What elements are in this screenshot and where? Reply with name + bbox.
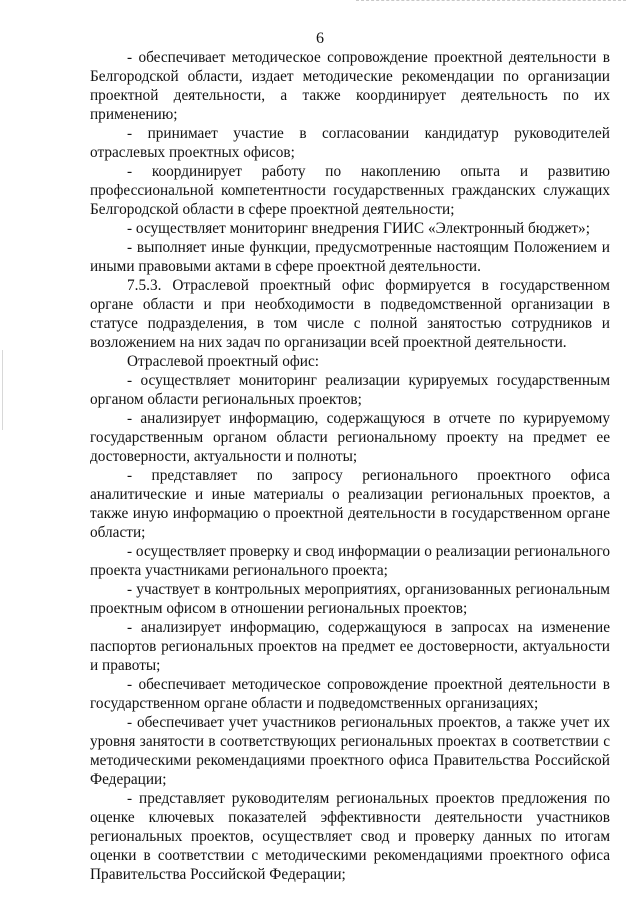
paragraph: - осуществляет мониторинг внедрения ГИИС «Электронный бюджет»; — [127, 220, 590, 237]
page-number: 6 — [316, 30, 324, 47]
paragraph: - принимает участие в согласовании кандидатур руководителей отраслевых проектных офисов; — [90, 125, 610, 161]
scan-edge-top — [356, 0, 626, 2]
paragraph: - осуществляет мониторинг реализации курируемых государственным органом области региональных проектов; — [90, 372, 610, 408]
paragraph: - обеспечивает учет участников региональных проектов, а также учет их уровня занятости в соответствующих региональных проектах в соответствии с методическими рекомендациями проектного офиса Правительства Российской Федерации; — [90, 714, 610, 788]
paragraph: - участвует в контрольных мероприятиях, организованных региональным проектным офисом в отношении региональных проектов; — [90, 581, 610, 617]
paragraph: 7.5.3. Отраслевой проектный офис формируется в государственном органе области и при необходимости в подведомственной организации в статусе подразделения, в том числе с полной занятостью сотрудников и возложением на них задач по организации всей проектной деятельности. — [90, 277, 610, 351]
paragraph: - анализирует информацию, содержащуюся в запросах на изменение паспортов региональных проектов на предмет ее достоверности, актуальности и правоты; — [90, 619, 610, 674]
paragraph: - обеспечивает методическое сопровождение проектной деятельности в государственном органе области и подведомственных организациях; — [90, 676, 610, 712]
paragraph: - координирует работу по накоплению опыта и развитию профессиональной компетентности государственных гражданских служащих Белгородской области в сфере проектной деятельности; — [90, 163, 610, 218]
paragraph: - анализирует информацию, содержащуюся в отчете по курируемому государственным органом области региональному проекту на предмет ее достоверности, актуальности и полноты; — [90, 410, 610, 465]
paragraph: - представляет по запросу регионального проектного офиса аналитические и иные материалы о реализации региональных проектов, а также иную информацию о проектной деятельности в государственном органе области; — [90, 467, 610, 541]
paragraph: - представляет руководителям региональных проектов предложения по оценке ключевых показателей эффективности деятельности участников региональных проектов, осуществляет свод и проверку данных по итогам оценки в соответствии с методическими рекомендациями проектного офиса Правительства Российской Федерации; — [90, 790, 610, 883]
scan-edge-left — [2, 350, 3, 430]
paragraph: Отраслевой проектный офис: — [127, 353, 319, 370]
document-body — [90, 48, 610, 884]
paragraph: - обеспечивает методическое сопровождение проектной деятельности в Белгородской области, издает методические рекомендации по организации проектной деятельности, а также координирует деятельность по их применению; — [90, 49, 610, 123]
paragraph: - осуществляет проверку и свод информации о реализации регионального проекта участниками регионального проекта; — [90, 543, 610, 579]
paragraph: - выполняет иные функции, предусмотренные настоящим Положением и иными правовыми актами в сфере проектной деятельности. — [90, 239, 610, 275]
